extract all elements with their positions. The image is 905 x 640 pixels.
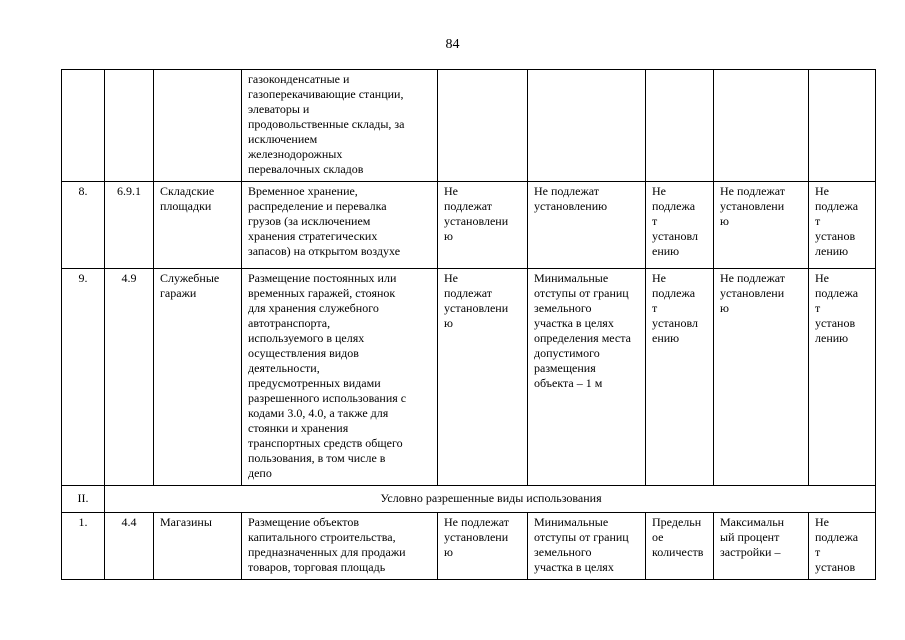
row-cell <box>528 70 646 182</box>
page-number: 84 <box>445 37 460 52</box>
row-cell: Не подлежат установлению <box>528 182 646 269</box>
row-cell: Не подлежа т установ лению <box>809 269 876 486</box>
row-cell: Не подлежат установлени ю <box>714 269 809 486</box>
row-name: Складские площадки <box>154 182 242 269</box>
row-cell: Не подлежат установлени ю <box>714 182 809 269</box>
land-use-table <box>61 69 876 580</box>
row-cell: Максимальн ый процент застройки – <box>714 513 809 580</box>
row-description: газоконденсатные и газоперекачивающие станции, элеваторы и продовольственные склады, за исключением железнодорожных перевалочных складов <box>242 70 438 182</box>
row-number: 1. <box>62 513 105 580</box>
row-description: Размещение постоянных или временных гаражей, стоянок для хранения служебного автотранспорта, используемого в целях осуществления видов деятельности, предусмотренных видами разрешенного использования с кодами 3.0, 4.0, а также для стоянки и хранения транспортных средств общего пользования, в том числе в депо <box>242 269 438 486</box>
row-description: Размещение объектов капитального строительства, предназначенных для продажи товаров, торговая площадь <box>242 513 438 580</box>
row-name: Служебные гаражи <box>154 269 242 486</box>
row-cell: Не подлежа т установ <box>809 513 876 580</box>
row-cell: Не подлежа т установл ению <box>646 269 714 486</box>
row-code: 4.4 <box>105 513 154 580</box>
table-row <box>62 269 876 486</box>
row-name: Магазины <box>154 513 242 580</box>
section-title: Условно разрешенные виды использования <box>105 486 876 513</box>
row-cell <box>809 70 876 182</box>
row-cell: Минимальные отступы от границ земельного участка в целях <box>528 513 646 580</box>
row-cell: Минимальные отступы от границ земельного участка в целях определения места допустимого размещения объекта – 1 м <box>528 269 646 486</box>
row-cell: Не подлежа т установ лению <box>809 182 876 269</box>
row-code: 4.9 <box>105 269 154 486</box>
table-row <box>62 182 876 269</box>
row-cell: Не подлежа т установл ению <box>646 182 714 269</box>
row-cell <box>438 70 528 182</box>
row-number: 9. <box>62 269 105 486</box>
row-cell: Не подлежат установлени ю <box>438 269 528 486</box>
row-cell: Не подлежат установлени ю <box>438 182 528 269</box>
row-code: 6.9.1 <box>105 182 154 269</box>
section-number: II. <box>62 486 105 513</box>
row-number: 8. <box>62 182 105 269</box>
table-row <box>62 513 876 580</box>
row-cell <box>646 70 714 182</box>
row-cell: Не подлежат установлени ю <box>438 513 528 580</box>
row-name <box>154 70 242 182</box>
row-cell <box>714 70 809 182</box>
row-code <box>105 70 154 182</box>
section-row <box>62 486 876 513</box>
table-row <box>62 70 876 182</box>
row-number <box>62 70 105 182</box>
row-cell: Предельн ое количеств <box>646 513 714 580</box>
row-description: Временное хранение, распределение и перевалка грузов (за исключением хранения стратегических запасов) на открытом воздухе <box>242 182 438 269</box>
